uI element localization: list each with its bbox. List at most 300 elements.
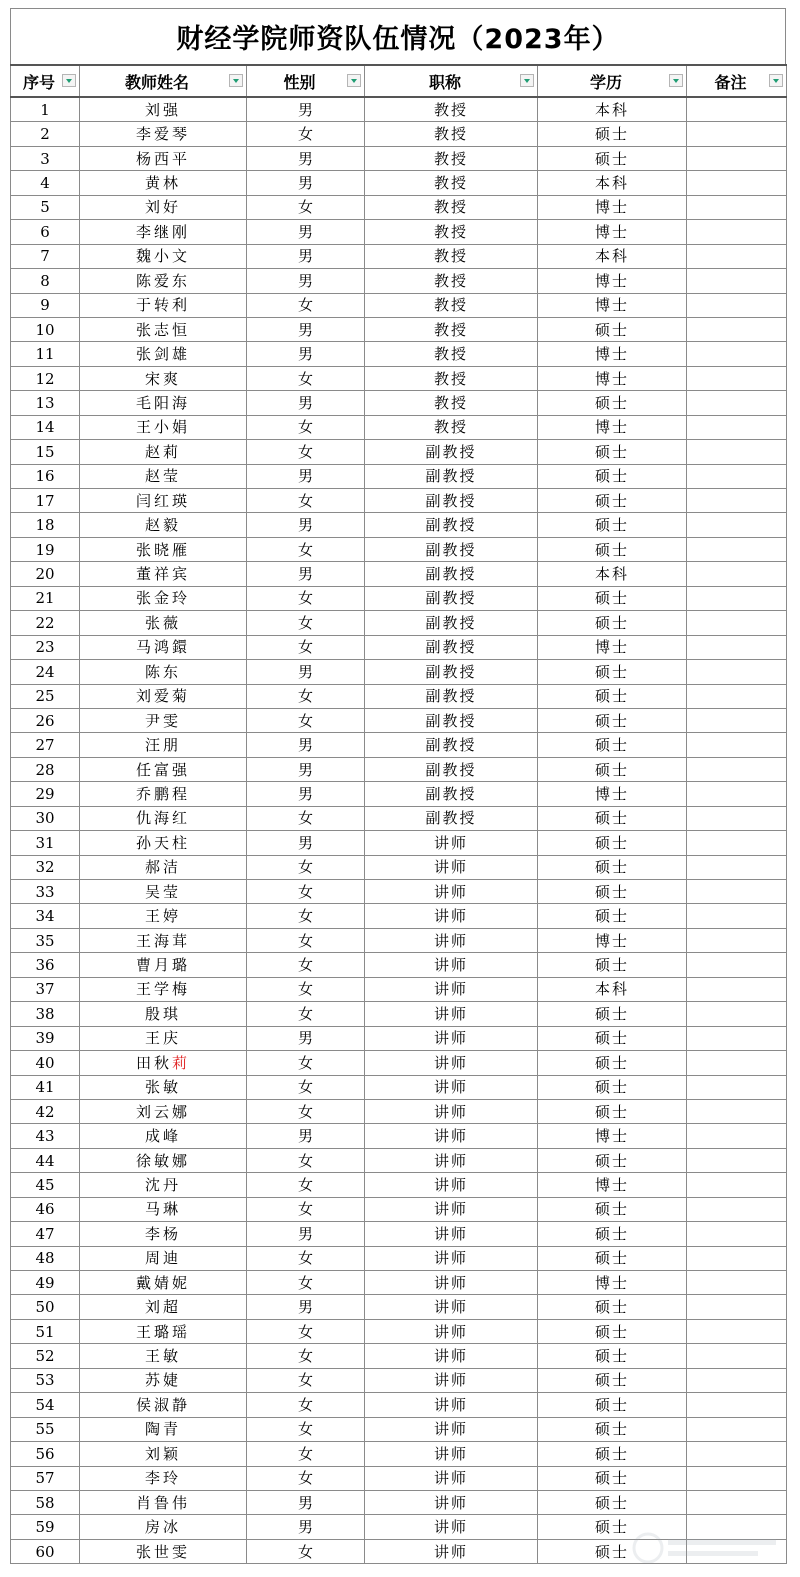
cell-remarks[interactable] — [687, 757, 787, 781]
cell-remarks[interactable] — [687, 1124, 787, 1148]
cell-remarks[interactable] — [687, 1148, 787, 1172]
cell-education[interactable]: 硕士 — [538, 1197, 687, 1221]
cell-title[interactable]: 教授 — [365, 269, 538, 293]
cell-title[interactable]: 讲师 — [365, 1197, 538, 1221]
cell-remarks[interactable] — [687, 1344, 787, 1368]
cell-gender[interactable]: 女 — [247, 1539, 365, 1563]
cell-gender[interactable]: 女 — [247, 1197, 365, 1221]
cell-title[interactable]: 副教授 — [365, 489, 538, 513]
cell-index[interactable]: 40 — [11, 1051, 80, 1075]
cell-name[interactable]: 李玲 — [80, 1466, 247, 1490]
cell-education[interactable]: 硕士 — [538, 1051, 687, 1075]
cell-remarks[interactable] — [687, 880, 787, 904]
cell-gender[interactable]: 男 — [247, 464, 365, 488]
cell-name[interactable]: 刘超 — [80, 1295, 247, 1319]
cell-gender[interactable]: 女 — [247, 928, 365, 952]
cell-gender[interactable]: 男 — [247, 244, 365, 268]
cell-name[interactable]: 陈爱东 — [80, 269, 247, 293]
cell-name[interactable]: 李继刚 — [80, 220, 247, 244]
cell-gender[interactable]: 男 — [247, 1026, 365, 1050]
cell-title[interactable]: 教授 — [365, 195, 538, 219]
cell-remarks[interactable] — [687, 1026, 787, 1050]
cell-title[interactable]: 讲师 — [365, 1002, 538, 1026]
header-teacher-name[interactable] — [80, 65, 247, 97]
cell-gender[interactable]: 男 — [247, 562, 365, 586]
cell-name[interactable]: 赵莉 — [80, 440, 247, 464]
cell-gender[interactable]: 女 — [247, 1271, 365, 1295]
cell-index[interactable]: 38 — [11, 1002, 80, 1026]
cell-gender[interactable]: 男 — [247, 1222, 365, 1246]
cell-title[interactable]: 副教授 — [365, 611, 538, 635]
cell-education[interactable]: 硕士 — [538, 537, 687, 561]
cell-index[interactable]: 51 — [11, 1319, 80, 1343]
cell-name[interactable]: 尹雯 — [80, 708, 247, 732]
cell-gender[interactable]: 女 — [247, 1466, 365, 1490]
cell-remarks[interactable] — [687, 1466, 787, 1490]
cell-title[interactable]: 讲师 — [365, 1417, 538, 1441]
cell-name[interactable]: 乔鹏程 — [80, 782, 247, 806]
cell-index[interactable]: 50 — [11, 1295, 80, 1319]
cell-index[interactable]: 34 — [11, 904, 80, 928]
cell-title[interactable]: 讲师 — [365, 1246, 538, 1270]
cell-title[interactable]: 讲师 — [365, 831, 538, 855]
cell-name[interactable]: 王璐瑶 — [80, 1319, 247, 1343]
cell-name[interactable]: 周迪 — [80, 1246, 247, 1270]
cell-name[interactable]: 张敏 — [80, 1075, 247, 1099]
cell-remarks[interactable] — [687, 1051, 787, 1075]
cell-title[interactable]: 副教授 — [365, 806, 538, 830]
cell-title[interactable]: 副教授 — [365, 708, 538, 732]
cell-education[interactable]: 博士 — [538, 195, 687, 219]
cell-title[interactable]: 副教授 — [365, 757, 538, 781]
cell-education[interactable]: 硕士 — [538, 1222, 687, 1246]
cell-title[interactable]: 讲师 — [365, 953, 538, 977]
cell-name[interactable]: 孙天柱 — [80, 831, 247, 855]
cell-index[interactable]: 57 — [11, 1466, 80, 1490]
cell-gender[interactable]: 男 — [247, 391, 365, 415]
cell-remarks[interactable] — [687, 782, 787, 806]
cell-name[interactable]: 王学梅 — [80, 977, 247, 1001]
cell-remarks[interactable] — [687, 342, 787, 366]
cell-title[interactable]: 教授 — [365, 366, 538, 390]
cell-index[interactable]: 20 — [11, 562, 80, 586]
cell-gender[interactable]: 女 — [247, 1099, 365, 1123]
cell-education[interactable]: 硕士 — [538, 513, 687, 537]
cell-gender[interactable]: 女 — [247, 293, 365, 317]
cell-title[interactable]: 副教授 — [365, 660, 538, 684]
cell-remarks[interactable] — [687, 391, 787, 415]
cell-title[interactable]: 副教授 — [365, 440, 538, 464]
cell-name[interactable] — [80, 1051, 247, 1075]
cell-title[interactable]: 教授 — [365, 391, 538, 415]
cell-index[interactable]: 22 — [11, 611, 80, 635]
cell-name[interactable]: 张剑雄 — [80, 342, 247, 366]
cell-education[interactable]: 硕士 — [538, 757, 687, 781]
cell-index[interactable]: 35 — [11, 928, 80, 952]
cell-index[interactable]: 12 — [11, 366, 80, 390]
cell-name[interactable]: 赵毅 — [80, 513, 247, 537]
cell-education[interactable]: 硕士 — [538, 1099, 687, 1123]
cell-index[interactable]: 44 — [11, 1148, 80, 1172]
cell-name[interactable]: 董祥宾 — [80, 562, 247, 586]
cell-education[interactable]: 硕士 — [538, 1148, 687, 1172]
cell-title[interactable]: 讲师 — [365, 1539, 538, 1563]
cell-index[interactable]: 47 — [11, 1222, 80, 1246]
cell-title[interactable]: 讲师 — [365, 1173, 538, 1197]
cell-remarks[interactable] — [687, 513, 787, 537]
cell-education[interactable]: 硕士 — [538, 317, 687, 341]
cell-remarks[interactable] — [687, 1319, 787, 1343]
cell-education[interactable]: 本科 — [538, 244, 687, 268]
cell-name[interactable]: 魏小文 — [80, 244, 247, 268]
cell-remarks[interactable] — [687, 1490, 787, 1514]
cell-title[interactable]: 教授 — [365, 342, 538, 366]
cell-index[interactable]: 36 — [11, 953, 80, 977]
cell-name[interactable]: 苏婕 — [80, 1368, 247, 1392]
cell-remarks[interactable] — [687, 293, 787, 317]
cell-name[interactable]: 王婷 — [80, 904, 247, 928]
cell-name[interactable]: 马鸿鐶 — [80, 635, 247, 659]
cell-education[interactable]: 硕士 — [538, 489, 687, 513]
cell-index[interactable]: 18 — [11, 513, 80, 537]
cell-remarks[interactable] — [687, 366, 787, 390]
cell-title[interactable]: 讲师 — [365, 1490, 538, 1514]
cell-name[interactable]: 张薇 — [80, 611, 247, 635]
cell-index[interactable]: 59 — [11, 1515, 80, 1539]
cell-education[interactable]: 硕士 — [538, 1515, 687, 1539]
cell-education[interactable]: 本科 — [538, 977, 687, 1001]
cell-education[interactable]: 博士 — [538, 366, 687, 390]
cell-remarks[interactable] — [687, 1075, 787, 1099]
cell-title[interactable]: 讲师 — [365, 1271, 538, 1295]
cell-name[interactable]: 王庆 — [80, 1026, 247, 1050]
cell-education[interactable]: 博士 — [538, 293, 687, 317]
cell-remarks[interactable] — [687, 317, 787, 341]
cell-title[interactable]: 讲师 — [365, 1344, 538, 1368]
cell-name[interactable]: 仇海红 — [80, 806, 247, 830]
cell-name[interactable]: 侯淑静 — [80, 1393, 247, 1417]
cell-title[interactable]: 教授 — [365, 220, 538, 244]
cell-remarks[interactable] — [687, 928, 787, 952]
cell-index[interactable]: 24 — [11, 660, 80, 684]
cell-education[interactable]: 硕士 — [538, 122, 687, 146]
cell-title[interactable]: 副教授 — [365, 586, 538, 610]
cell-gender[interactable]: 女 — [247, 611, 365, 635]
cell-education[interactable]: 硕士 — [538, 1368, 687, 1392]
cell-index[interactable]: 58 — [11, 1490, 80, 1514]
cell-index[interactable]: 23 — [11, 635, 80, 659]
cell-education[interactable]: 硕士 — [538, 611, 687, 635]
filter-dropdown-icon[interactable] — [669, 74, 683, 87]
cell-name[interactable]: 陈东 — [80, 660, 247, 684]
cell-index[interactable]: 5 — [11, 195, 80, 219]
cell-index[interactable]: 10 — [11, 317, 80, 341]
cell-remarks[interactable] — [687, 1417, 787, 1441]
cell-title[interactable]: 教授 — [365, 293, 538, 317]
cell-remarks[interactable] — [687, 611, 787, 635]
cell-education[interactable]: 博士 — [538, 1271, 687, 1295]
cell-education[interactable]: 博士 — [538, 415, 687, 439]
cell-name[interactable]: 汪朋 — [80, 733, 247, 757]
cell-name[interactable]: 刘爱菊 — [80, 684, 247, 708]
cell-title[interactable]: 讲师 — [365, 1442, 538, 1466]
cell-remarks[interactable] — [687, 562, 787, 586]
cell-gender[interactable]: 女 — [247, 1002, 365, 1026]
cell-name[interactable]: 闫红瑛 — [80, 489, 247, 513]
cell-index[interactable]: 32 — [11, 855, 80, 879]
cell-name[interactable]: 肖鲁伟 — [80, 1490, 247, 1514]
cell-title[interactable]: 讲师 — [365, 904, 538, 928]
cell-title[interactable]: 教授 — [365, 122, 538, 146]
cell-remarks[interactable] — [687, 806, 787, 830]
cell-title[interactable]: 副教授 — [365, 635, 538, 659]
cell-education[interactable]: 博士 — [538, 1124, 687, 1148]
cell-remarks[interactable] — [687, 122, 787, 146]
cell-education[interactable]: 本科 — [538, 562, 687, 586]
cell-education[interactable]: 博士 — [538, 342, 687, 366]
cell-name[interactable]: 张志恒 — [80, 317, 247, 341]
cell-name[interactable]: 宋爽 — [80, 366, 247, 390]
filter-dropdown-icon[interactable] — [769, 74, 783, 87]
cell-name[interactable]: 陶青 — [80, 1417, 247, 1441]
cell-index[interactable]: 49 — [11, 1271, 80, 1295]
cell-education[interactable]: 硕士 — [538, 1075, 687, 1099]
cell-name[interactable]: 李杨 — [80, 1222, 247, 1246]
cell-education[interactable]: 硕士 — [538, 904, 687, 928]
cell-title[interactable]: 教授 — [365, 97, 538, 122]
cell-index[interactable]: 42 — [11, 1099, 80, 1123]
cell-education[interactable]: 硕士 — [538, 708, 687, 732]
cell-title[interactable]: 讲师 — [365, 1148, 538, 1172]
cell-remarks[interactable] — [687, 1295, 787, 1319]
cell-gender[interactable]: 女 — [247, 1148, 365, 1172]
cell-name[interactable]: 成峰 — [80, 1124, 247, 1148]
cell-remarks[interactable] — [687, 1197, 787, 1221]
cell-name[interactable]: 张晓雁 — [80, 537, 247, 561]
cell-title[interactable]: 副教授 — [365, 464, 538, 488]
cell-index[interactable]: 56 — [11, 1442, 80, 1466]
cell-title[interactable]: 讲师 — [365, 1393, 538, 1417]
cell-index[interactable]: 55 — [11, 1417, 80, 1441]
cell-remarks[interactable] — [687, 635, 787, 659]
cell-index[interactable]: 14 — [11, 415, 80, 439]
cell-education[interactable]: 博士 — [538, 1173, 687, 1197]
cell-education[interactable]: 硕士 — [538, 684, 687, 708]
cell-name[interactable]: 房冰 — [80, 1515, 247, 1539]
cell-education[interactable]: 硕士 — [538, 1539, 687, 1563]
cell-education[interactable]: 硕士 — [538, 440, 687, 464]
cell-index[interactable]: 29 — [11, 782, 80, 806]
cell-gender[interactable]: 女 — [247, 537, 365, 561]
cell-remarks[interactable] — [687, 1393, 787, 1417]
cell-name[interactable]: 刘云娜 — [80, 1099, 247, 1123]
cell-education[interactable]: 硕士 — [538, 1442, 687, 1466]
cell-gender[interactable]: 女 — [247, 1442, 365, 1466]
cell-education[interactable]: 硕士 — [538, 1246, 687, 1270]
cell-gender[interactable]: 男 — [247, 660, 365, 684]
header-title[interactable] — [365, 65, 538, 97]
cell-remarks[interactable] — [687, 440, 787, 464]
cell-name[interactable]: 吴莹 — [80, 880, 247, 904]
cell-index[interactable]: 4 — [11, 171, 80, 195]
cell-name[interactable]: 曹月璐 — [80, 953, 247, 977]
cell-name[interactable]: 赵莹 — [80, 464, 247, 488]
cell-gender[interactable]: 女 — [247, 195, 365, 219]
cell-remarks[interactable] — [687, 195, 787, 219]
cell-index[interactable]: 30 — [11, 806, 80, 830]
cell-gender[interactable]: 女 — [247, 684, 365, 708]
cell-gender[interactable]: 女 — [247, 366, 365, 390]
cell-index[interactable]: 52 — [11, 1344, 80, 1368]
cell-gender[interactable]: 男 — [247, 1295, 365, 1319]
cell-name[interactable]: 殷琪 — [80, 1002, 247, 1026]
filter-dropdown-icon[interactable] — [229, 74, 243, 87]
cell-education[interactable]: 硕士 — [538, 831, 687, 855]
cell-remarks[interactable] — [687, 464, 787, 488]
cell-index[interactable]: 6 — [11, 220, 80, 244]
cell-gender[interactable]: 女 — [247, 586, 365, 610]
cell-remarks[interactable] — [687, 146, 787, 170]
cell-remarks[interactable] — [687, 1173, 787, 1197]
cell-index[interactable]: 15 — [11, 440, 80, 464]
cell-index[interactable]: 27 — [11, 733, 80, 757]
cell-index[interactable]: 2 — [11, 122, 80, 146]
cell-education[interactable]: 硕士 — [538, 1295, 687, 1319]
cell-education[interactable]: 硕士 — [538, 1002, 687, 1026]
cell-title[interactable]: 讲师 — [365, 1368, 538, 1392]
cell-name[interactable]: 刘强 — [80, 97, 247, 122]
cell-gender[interactable]: 女 — [247, 489, 365, 513]
cell-remarks[interactable] — [687, 1222, 787, 1246]
cell-name[interactable]: 王敏 — [80, 1344, 247, 1368]
cell-name[interactable]: 马琳 — [80, 1197, 247, 1221]
header-index[interactable] — [11, 65, 80, 97]
cell-remarks[interactable] — [687, 1246, 787, 1270]
cell-gender[interactable]: 男 — [247, 146, 365, 170]
cell-name[interactable]: 毛阳海 — [80, 391, 247, 415]
cell-education[interactable]: 硕士 — [538, 953, 687, 977]
cell-gender[interactable]: 女 — [247, 1173, 365, 1197]
cell-gender[interactable]: 女 — [247, 1393, 365, 1417]
cell-title[interactable]: 讲师 — [365, 855, 538, 879]
cell-gender[interactable]: 男 — [247, 220, 365, 244]
cell-index[interactable]: 7 — [11, 244, 80, 268]
cell-education[interactable]: 硕士 — [538, 660, 687, 684]
cell-remarks[interactable] — [687, 977, 787, 1001]
cell-index[interactable]: 21 — [11, 586, 80, 610]
cell-gender[interactable]: 男 — [247, 831, 365, 855]
cell-name[interactable]: 郝洁 — [80, 855, 247, 879]
cell-education[interactable]: 硕士 — [538, 1026, 687, 1050]
cell-title[interactable]: 讲师 — [365, 1075, 538, 1099]
cell-name[interactable]: 刘颖 — [80, 1442, 247, 1466]
cell-title[interactable]: 讲师 — [365, 977, 538, 1001]
cell-title[interactable]: 副教授 — [365, 537, 538, 561]
cell-remarks[interactable] — [687, 244, 787, 268]
cell-name[interactable]: 李爱琴 — [80, 122, 247, 146]
cell-education[interactable]: 博士 — [538, 635, 687, 659]
filter-dropdown-icon[interactable] — [520, 74, 534, 87]
cell-index[interactable]: 9 — [11, 293, 80, 317]
cell-remarks[interactable] — [687, 733, 787, 757]
cell-remarks[interactable] — [687, 269, 787, 293]
header-remarks[interactable] — [687, 65, 787, 97]
cell-title[interactable]: 教授 — [365, 317, 538, 341]
cell-gender[interactable]: 女 — [247, 1319, 365, 1343]
cell-index[interactable]: 13 — [11, 391, 80, 415]
sheet-title-cell[interactable] — [10, 8, 786, 64]
cell-gender[interactable]: 女 — [247, 855, 365, 879]
cell-education[interactable]: 博士 — [538, 220, 687, 244]
cell-index[interactable]: 45 — [11, 1173, 80, 1197]
cell-gender[interactable]: 女 — [247, 953, 365, 977]
cell-gender[interactable]: 女 — [247, 904, 365, 928]
cell-education[interactable]: 本科 — [538, 171, 687, 195]
cell-index[interactable]: 48 — [11, 1246, 80, 1270]
cell-index[interactable]: 39 — [11, 1026, 80, 1050]
cell-title[interactable]: 教授 — [365, 244, 538, 268]
cell-gender[interactable]: 女 — [247, 635, 365, 659]
cell-gender[interactable]: 男 — [247, 269, 365, 293]
cell-gender[interactable]: 女 — [247, 1246, 365, 1270]
cell-title[interactable]: 讲师 — [365, 1295, 538, 1319]
cell-gender[interactable]: 女 — [247, 122, 365, 146]
cell-education[interactable]: 博士 — [538, 782, 687, 806]
cell-title[interactable]: 副教授 — [365, 513, 538, 537]
cell-index[interactable]: 19 — [11, 537, 80, 561]
cell-title[interactable]: 讲师 — [365, 1319, 538, 1343]
cell-index[interactable]: 16 — [11, 464, 80, 488]
cell-remarks[interactable] — [687, 171, 787, 195]
cell-gender[interactable]: 女 — [247, 1051, 365, 1075]
cell-index[interactable]: 37 — [11, 977, 80, 1001]
cell-index[interactable]: 31 — [11, 831, 80, 855]
cell-remarks[interactable] — [687, 904, 787, 928]
cell-education[interactable]: 硕士 — [538, 1344, 687, 1368]
cell-gender[interactable]: 女 — [247, 1344, 365, 1368]
cell-title[interactable]: 副教授 — [365, 562, 538, 586]
cell-title[interactable]: 讲师 — [365, 1222, 538, 1246]
cell-title[interactable]: 教授 — [365, 415, 538, 439]
cell-remarks[interactable] — [687, 97, 787, 122]
cell-index[interactable]: 43 — [11, 1124, 80, 1148]
cell-title[interactable]: 讲师 — [365, 928, 538, 952]
cell-remarks[interactable] — [687, 1099, 787, 1123]
filter-dropdown-icon[interactable] — [62, 74, 76, 87]
cell-education[interactable]: 本科 — [538, 97, 687, 122]
cell-remarks[interactable] — [687, 953, 787, 977]
cell-gender[interactable]: 男 — [247, 782, 365, 806]
cell-education[interactable]: 硕士 — [538, 464, 687, 488]
cell-gender[interactable]: 男 — [247, 1124, 365, 1148]
cell-title[interactable]: 讲师 — [365, 880, 538, 904]
cell-education[interactable]: 博士 — [538, 928, 687, 952]
cell-education[interactable]: 博士 — [538, 269, 687, 293]
cell-education[interactable]: 硕士 — [538, 806, 687, 830]
cell-education[interactable]: 硕士 — [538, 880, 687, 904]
cell-title[interactable]: 副教授 — [365, 782, 538, 806]
cell-education[interactable]: 硕士 — [538, 1466, 687, 1490]
cell-education[interactable]: 硕士 — [538, 586, 687, 610]
cell-title[interactable]: 副教授 — [365, 733, 538, 757]
cell-index[interactable]: 17 — [11, 489, 80, 513]
cell-gender[interactable]: 女 — [247, 440, 365, 464]
cell-title[interactable]: 教授 — [365, 171, 538, 195]
cell-index[interactable]: 53 — [11, 1368, 80, 1392]
cell-remarks[interactable] — [687, 660, 787, 684]
cell-index[interactable]: 60 — [11, 1539, 80, 1563]
cell-gender[interactable]: 女 — [247, 806, 365, 830]
